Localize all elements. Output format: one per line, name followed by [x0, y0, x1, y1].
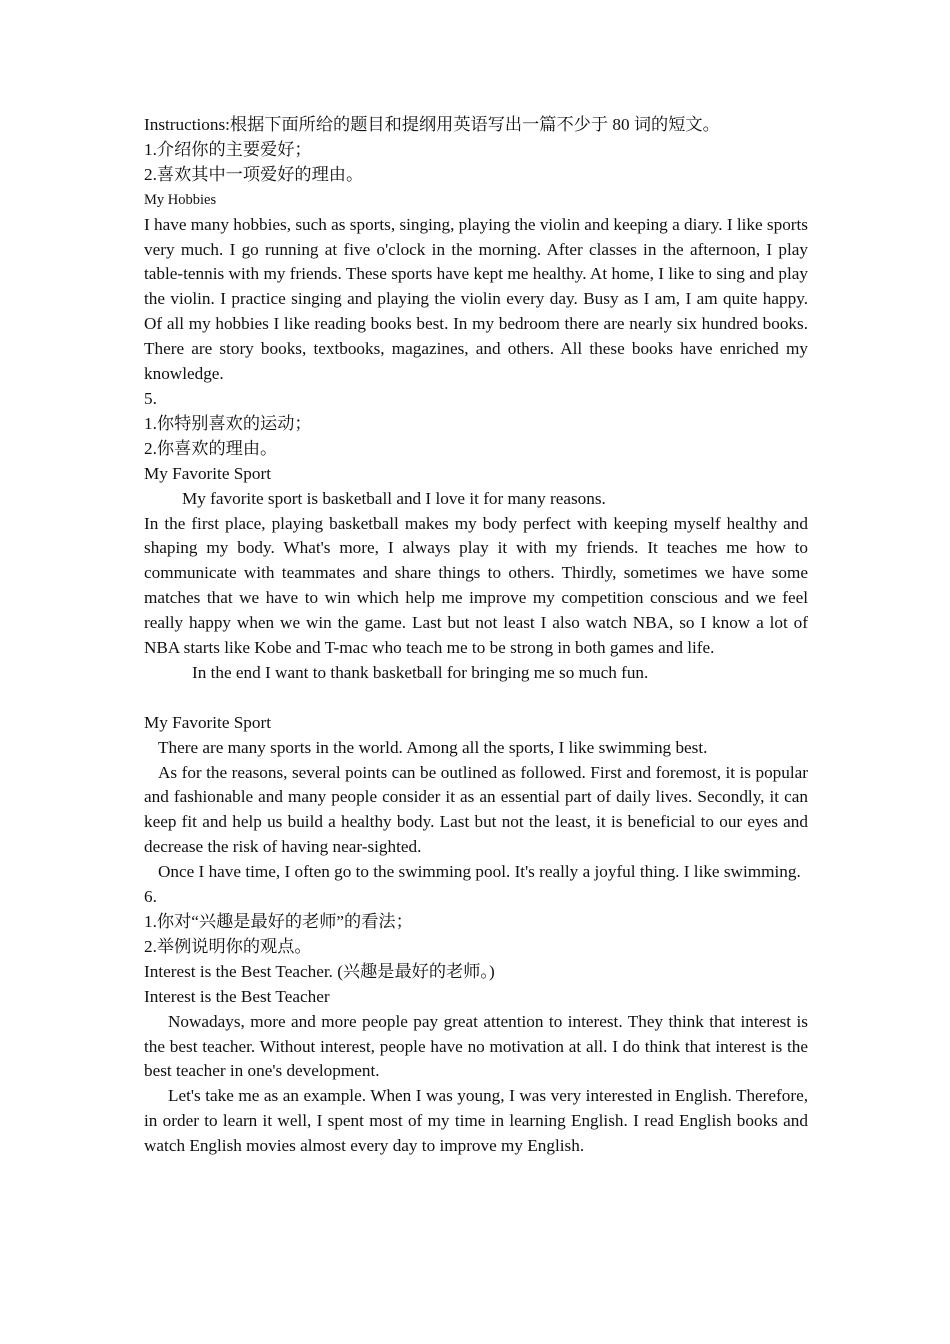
essay3-paragraph-3: Once I have time, I often go to the swimming pool. It's really a joyful thing. I like swimming. [158, 862, 801, 882]
section5-point-1: 1.你特别喜欢的运动； [144, 413, 312, 433]
essay3-title: My Favorite Sport [144, 712, 271, 732]
section6-topic: Interest is the Best Teacher. (兴趣是最好的老师。) [144, 961, 495, 981]
spacer [144, 686, 808, 711]
essay4-paragraph-2: Let's take me as an example. When I was young, I was very interested in English. Therefore, in order to learn it well, I spent most of my time in learning English. I read English books and watch English movies almost every day to improve my English. [144, 1086, 808, 1156]
section5-number: 5. [144, 388, 157, 408]
essay1-title: My Hobbies [144, 191, 217, 208]
instructions-point-1: 1.介绍你的主要爱好； [144, 139, 312, 159]
essay3-paragraph-1: There are many sports in the world. Among all the sports, I like swimming best. [158, 737, 708, 757]
document-page [144, 113, 808, 1159]
essay2-title: My Favorite Sport [144, 463, 271, 483]
essay2-paragraph-1: My favorite sport is basketball and I love it for many reasons. [182, 488, 606, 508]
essay2-paragraph-2: In the first place, playing basketball makes my body perfect with keeping myself healthy and shaping my body. What's more, I always play it with my friends. It teaches me how to communicate with teammates and share things to others. Thirdly, sometimes we have some matches that we have to win which help me improve my competition conscious and we feel really happy when we win the game. Last but not least I also watch NBA, so I know a lot of NBA starts like Kobe and T-mac who teach me to be strong in both games and life. [144, 513, 808, 658]
essay2-paragraph-3: In the end I want to thank basketball for bringing me so much fun. [192, 662, 649, 682]
essay1-body: I have many hobbies, such as sports, singing, playing the violin and keeping a diary. I like sports very much. I go running at five o'clock in the morning. After classes in the afternoon, I play table-tennis with my friends. These sports have kept me healthy. At home, I like to sing and play the violin. I practice singing and playing the violin every day. Busy as I am, I am quite happy. Of all my hobbies I like reading books best. In my bedroom there are nearly six hundred books. There are story books, textbooks, magazines, and others. All these books have enriched my knowledge. [144, 214, 808, 384]
essay3-paragraph-2: As for the reasons, several points can be outlined as followed. First and foremost, it is popular and fashionable and many people consider it as an essential part of daily lives. Secondly, it can keep fit and help us build a healthy body. Last but not the least, it is beneficial to our eyes and decrease the risk of having near-sighted. [144, 762, 808, 857]
section6-point-1: 1.你对“兴趣是最好的老师”的看法； [144, 911, 413, 931]
section5-point-2: 2.你喜欢的理由。 [144, 438, 278, 458]
essay4-paragraph-1: Nowadays, more and more people pay great attention to interest. They think that interest is the best teacher. Without interest, people have no motivation at all. I do think that interest is the best teacher in one's development. [144, 1011, 808, 1081]
section6-number: 6. [144, 887, 157, 907]
instructions-header: Instructions:根据下面所给的题目和提纲用英语写出一篇不少于 80 词的短文。 [144, 115, 720, 134]
instructions-point-2: 2.喜欢其中一项爱好的理由。 [144, 164, 364, 184]
section6-point-2: 2.举例说明你的观点。 [144, 936, 312, 956]
essay4-title: Interest is the Best Teacher [144, 986, 330, 1006]
